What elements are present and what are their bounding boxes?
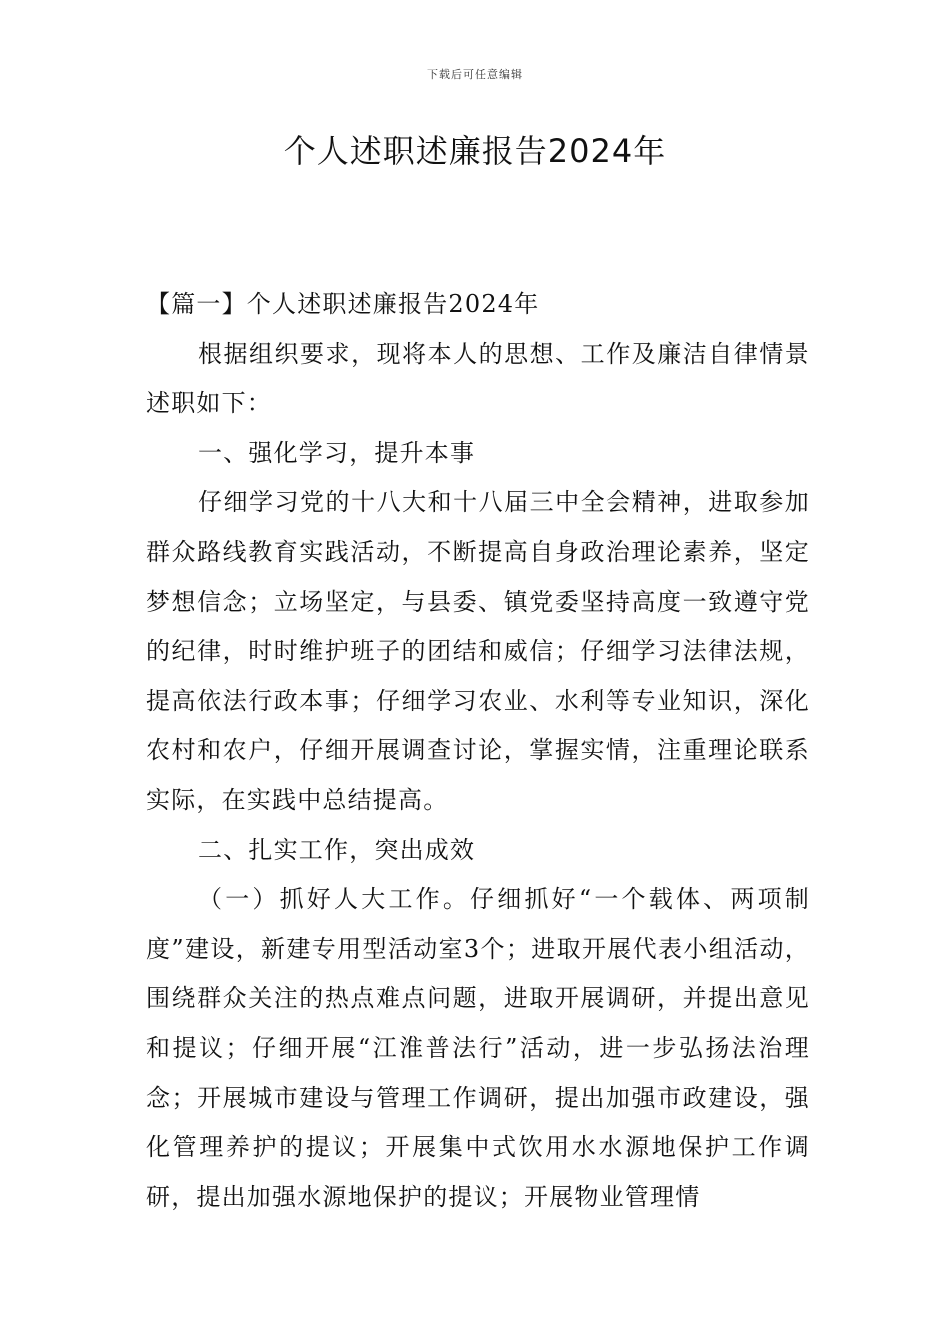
paragraph-intro: 根据组织要求，现将本人的思想、工作及廉洁自律情景述职如下： [146, 339, 810, 418]
header-note: 下载后可任意编辑 [427, 68, 523, 81]
paragraph-work: （一）抓好人大工作。仔细抓好“一个载体、两项制度”建设，新建专用型活动室3个；进取开展代表小组活动，围绕群众关注的热点难点问题，进取开展调研，并提出意见和提议；仔细开展“江淮普法行”活动，进一步弘扬法治理念；开展城市建设与管理工作调研，提出加强市政建设，强化管理养护的提议；开展集中式饮用水水源地保护工作调研，提出加强水源地保护的提议；开展物业管理情 [146, 885, 810, 1211]
document-body [146, 280, 810, 1222]
heading-work: 二、扎实工作，突出成效 [198, 835, 476, 864]
document-title: 个人述职述廉报告2024年 [283, 132, 667, 170]
heading-study: 一、强化学习，提升本事 [198, 438, 476, 467]
section-heading: 【篇一】个人述职述廉报告2024年 [146, 290, 540, 318]
paragraph-study: 仔细学习党的十八大和十八届三中全会精神，进取参加群众路线教育实践活动，不断提高自身政治理论素养，坚定梦想信念；立场坚定，与县委、镇党委坚持高度一致遵守党的纪律，时时维护班子的团结和威信；仔细学习法律法规，提高依法行政本事；仔细学习农业、水利等专业知识，深化农村和农户，仔细开展调查讨论，掌握实情，注重理论联系实际，在实践中总结提高。 [146, 488, 810, 814]
